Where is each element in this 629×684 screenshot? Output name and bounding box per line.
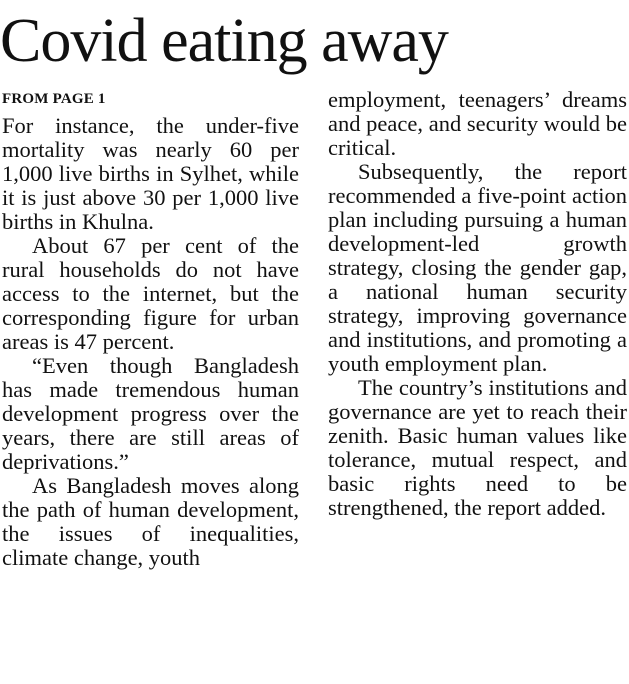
continuation-label: FROM PAGE 1 — [2, 91, 106, 107]
paragraph: Subsequently, the report recommended a five-point action plan including pursuing a human development-led growth strategy, closing the gender gap, a national human security strategy, improving governance and institutions, and promoting a youth employment plan. — [328, 159, 627, 376]
paragraph: About 67 per cent of the rural households do not have access to the internet, but the corresponding figure for urban areas is 47 percent. — [2, 233, 299, 354]
paragraph: employment, teenagers’ dreams and peace, and security would be critical. — [328, 87, 627, 160]
paragraph: As Bangladesh moves along the path of human development, the issues of inequalities, climate change, youth — [2, 473, 299, 570]
article-column-right — [328, 88, 627, 520]
article-column-left — [2, 114, 299, 570]
paragraph: The country’s institutions and governance are yet to reach their zenith. Basic human values like tolerance, mutual respect, and basic rights need to be strengthened, the report added. — [328, 375, 627, 520]
paragraph: For instance, the under-five mortality was nearly 60 per 1,000 live births in Sylhet, while it is just above 30 per 1,000 live births in Khulna. — [2, 113, 299, 234]
headline: Covid eating away — [0, 7, 448, 75]
paragraph: “Even though Bangladesh has made tremendous human development progress over the years, there are still areas of deprivations.” — [2, 353, 299, 474]
